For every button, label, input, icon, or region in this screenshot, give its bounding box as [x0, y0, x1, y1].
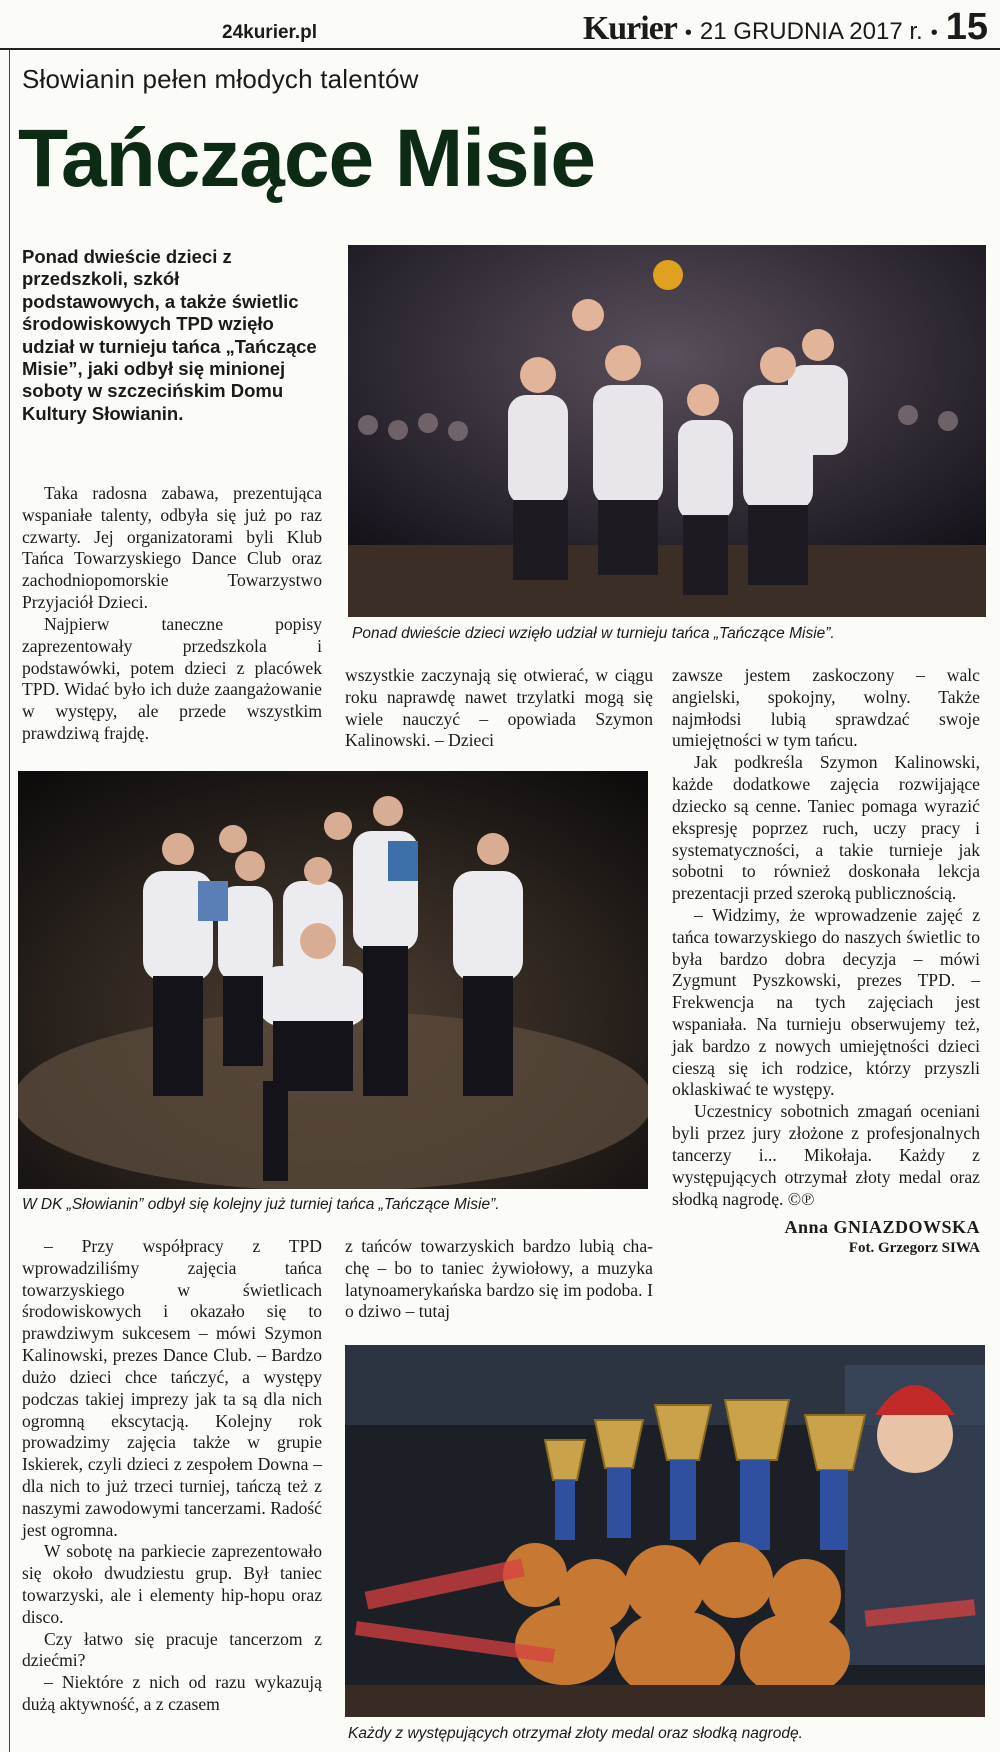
photo-caption-2: W DK „Słowianin” odbył się kolejny już turniej tańca „Tańczące Misie”. [22, 1196, 500, 1213]
paragraph: zawsze jestem zaskoczony – walc angielski, spokojny, wolny. Także najmłodsi lubią sprawdzać swoje umiejętności w tym tańcu. [672, 665, 980, 751]
photo-caption-3: Każdy z występujących otrzymał złoty medal oraz słodką nagrodę. [348, 1725, 803, 1742]
masthead [583, 6, 988, 49]
paragraph: Czy łatwo się pracuje tancerzom z dziećmi? [22, 1628, 322, 1671]
top-rule [0, 48, 1000, 50]
paragraph: – Widzimy, że wprowadzenie zajęć z tańca towarzyskiego do naszych świetlic to była bardzo dobra decyzja – mówi Zygmunt Pyszkowski, prezes TPD. – Frekwencja na tych zajęciach jest wspaniała. Na turnieju obserwujemy też, jak bardzo z nowych umiejętności dzieci cieszą się ich rodzice, którzy przyszli oklaskiwać te występy. [672, 904, 980, 1100]
separator-dot: • [930, 22, 938, 44]
paragraph: wszystkie zaczynają się otwierać, w ciągu roku naprawdę nawet trzylatki mogą się wiele nauczyć – opowiada Szymon Kalinowski. – Dzieci [345, 665, 653, 751]
paragraph: Jak podkreśla Szymon Kalinowski, każde dodatkowe zajęcia rozwijające dziecko są cenne. Taniec pomaga wyrazić ekspresję poprzez ruch, uczy pracy i systematyczności, a takie turnieje jak sobotni to również doskonała lekcja prezentacji przed szeroką publicznością. [672, 752, 980, 904]
paragraph: Uczestnicy sobotnich zmagań oceniani byli przez jury złożone z profesjonalnych tancerzy i... Mikołaja. Każdy z występujących otrzymał złoty medal oraz słodką nagrodę. ©℗ [672, 1101, 980, 1209]
article-column-2-top [345, 665, 653, 752]
article-lead: Ponad dwieście dzieci z przedszkoli, szkół podstawowych, a także świetlic środowiskowych TPD wzięło udział w turnieju tańca „Tańczące Misie”, jaki odbył się minionej soboty w szczecińskim Domu Kultury Słowianin. [22, 246, 317, 424]
page-number: 15 [945, 6, 988, 48]
paragraph: – Przy współpracy z TPD wprowadziliśmy zajęcia tańca towarzyskiego w świetlicach środowiskowych i okazało się to prawdziwym sukcesem – mówi Szymon Kalinowski, prezes Dance Club. – Bardzo dużo dzieci chce tańczyć, a występy podczas takiej imprezy jak ta są dla nich ogromną ekscytacją. Kolejny rok prowadzimy zajęcia także w grupie Iskierek, czyli dzieci z zespołem Downa – dla nich to już trzeci turniej, tańczą też z naszymi zawodowymi tancerzami. Radość jest ogromna. [22, 1236, 322, 1540]
separator-dot: • [684, 22, 692, 44]
article-column-3 [672, 665, 980, 1257]
article-column-2-bottom [345, 1236, 653, 1323]
paper-name: Kurier [582, 10, 677, 47]
article-column-1-bottom [22, 1236, 322, 1716]
issue-date: 21 GRUDNIA 2017 r. [699, 18, 923, 45]
photo-caption-1: Ponad dwieście dzieci wzięło udział w turnieju tańca „Tańczące Misie”. [352, 625, 835, 642]
paragraph: – Niektóre z nich od razu wykazują dużą aktywność, a z czasem [22, 1672, 322, 1715]
article-headline: Tańczące Misie [18, 113, 595, 204]
article-kicker: Słowianin pełen młodych talentów [22, 64, 419, 94]
photo-credit: Fot. Grzegorz SIWA [848, 1239, 980, 1256]
paragraph: W sobotę na parkiecie zaprezentowało się około dwudziestu grup. Był taniec towarzyski, ale i elementy hip-hopu oraz disco. [22, 1541, 322, 1627]
photo-dancers-trophy [348, 245, 986, 617]
photo-trophies-teddy-bears [345, 1345, 985, 1717]
paragraph: Taka radosna zabawa, prezentująca wspaniałe talenty, odbyła się już po raz czwarty. Jej organizatorami byli Klub Tańca Towarzyskiego Dance Club oraz zachodniopomorskie Towarzystwo Przyjaciół Dzieci. [22, 483, 322, 613]
site-url: 24kurier.pl [222, 22, 318, 43]
paragraph: Najpierw taneczne popisy zaprezentowały przedszkola i podstawówki, potem dzieci z placówek TPD. Widać było ich duże zaangażowanie w występy, ale przede wszystkim prawdziwą frajdę. [22, 613, 322, 743]
left-rule [9, 50, 10, 1752]
author-byline: Anna GNIAZDOWSKA [784, 1217, 980, 1238]
photo-iskierki-group [18, 771, 648, 1189]
article-column-1 [22, 483, 322, 745]
paragraph: z tańców towarzyskich bardzo lubią cha-chę – bo to taniec żywiołowy, a muzyka latynoamerykańska bardzo się im podoba. I o dziwo – tutaj [345, 1236, 653, 1322]
